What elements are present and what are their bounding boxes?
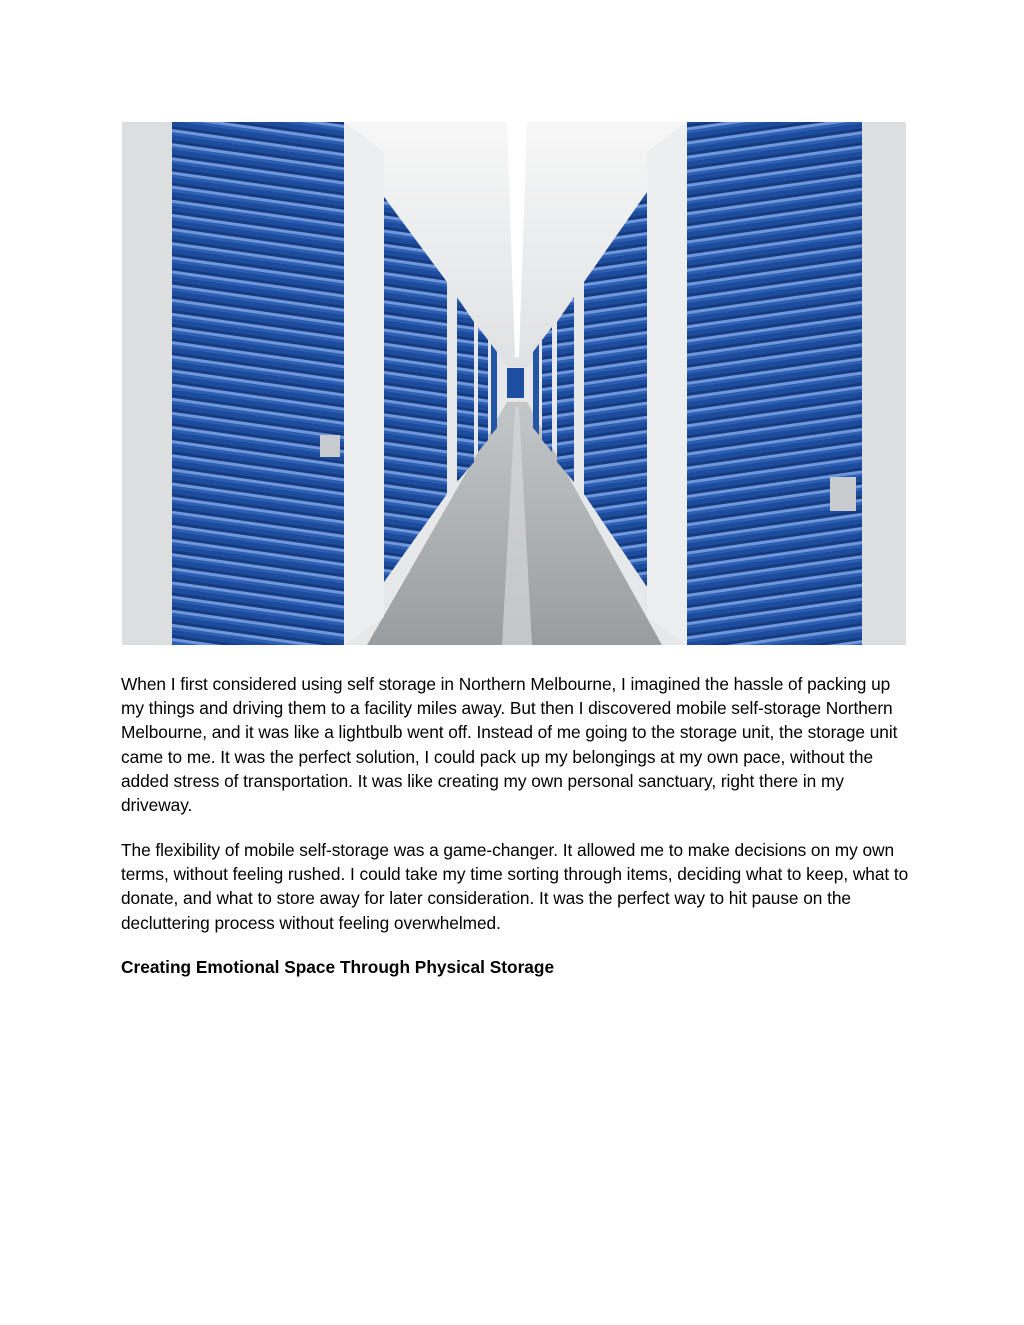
flexibility-paragraph: The flexibility of mobile self-storage was a game-changer. It allowed me to make decisions on my own terms, without feeling rushed. I could take my time sorting through items, deciding what to keep, what to donate, and what to store away for later consideration. It was the perfect way to hit pause on the decluttering process without feeling overwhelmed. xyxy=(121,840,909,933)
section-heading: Creating Emotional Space Through Physical Storage xyxy=(121,957,555,977)
storage-corridor-photo xyxy=(122,122,906,645)
intro-paragraph: When I first considered using self storage in Northern Melbourne, I imagined the hassle of packing up my things and driving them to a facility miles away. But then I discovered mobile self-storage Northern Melbourne, and it was like a lightbulb went off. Instead of me going to the storage unit, the storage unit came to me. It was the perfect solution, I could pack up my belongings at my own pace, without the added stress of transportation. It was like creating my own personal sanctuary, right there in my driveway. xyxy=(121,674,898,816)
